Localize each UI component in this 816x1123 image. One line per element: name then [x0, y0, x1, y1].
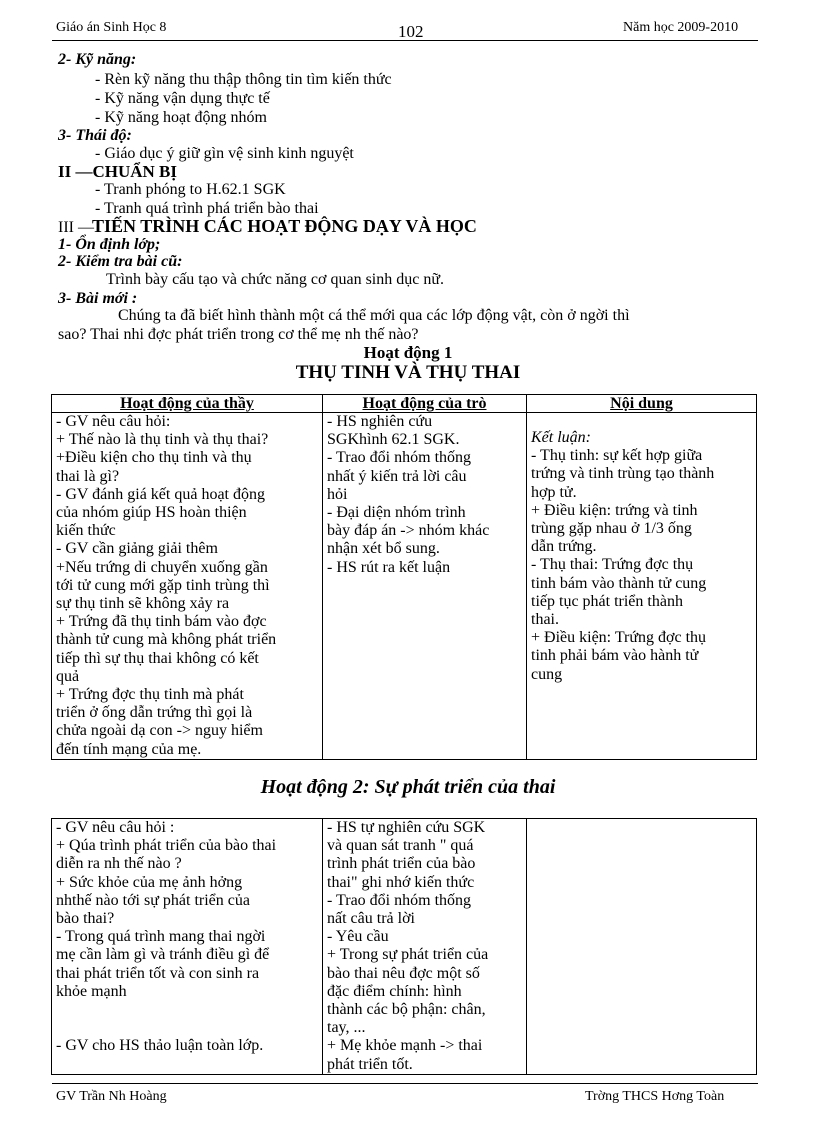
- activity2-table: [51, 818, 757, 1075]
- intro-line: Chúng ta đã biết hình thành một cá thể mới qua các lớp động vật, còn ở ngời thì: [118, 307, 630, 324]
- cell-text-line: đến tính mạng của mẹ.: [56, 740, 202, 758]
- new-lesson-heading: 3- Bài mới :: [58, 290, 138, 307]
- activity1-title: Hoạt động 1: [363, 343, 453, 362]
- cell-text-line: hợp tử.: [531, 483, 577, 501]
- cell-text-line: - Thụ thai: Trứng đợc thụ: [531, 556, 694, 574]
- cell-text-line: thai" ghi nhớ kiến thức: [327, 873, 475, 891]
- prep-item: - Tranh phóng to H.62.1 SGK: [95, 181, 286, 198]
- cell-text-line: nất câu trả lời: [327, 910, 415, 928]
- cell-text-line: [56, 1001, 318, 1019]
- cell-text-line: + Mẹ khỏe mạnh -> thai: [327, 1037, 483, 1055]
- cell-text-line: thai phát triển tốt và con sinh ra: [56, 964, 260, 982]
- cell-text-line: + Qúa trình phát triển của bào thai: [56, 837, 277, 855]
- cell-text-line: tiếp tục phát triển thành: [531, 592, 683, 610]
- page-number: 102: [398, 22, 424, 41]
- cell-text-line: thai là gì?: [56, 467, 120, 485]
- prep-item: - Tranh quá trình phá triển bào thai: [95, 200, 319, 217]
- prep-heading: II —CHUẨN BỊ: [58, 162, 178, 181]
- skill-item: - Kỹ năng hoạt động nhóm: [95, 109, 267, 126]
- cell-text-line: - HS nghiên cứu: [327, 413, 433, 430]
- column-header-student: Hoạt động của trò: [323, 395, 527, 413]
- cell-text-line: + Trứng đã thụ tinh bám vào đợc: [56, 613, 267, 631]
- conclusion-heading: Kết luận:: [531, 429, 591, 446]
- cell-text-line: kiến thức: [56, 522, 116, 540]
- cell-text-line: - Trao đổi nhóm thống: [327, 449, 472, 467]
- header-subject: Giáo án Sinh Học 8: [56, 20, 167, 35]
- cell-text-line: - Yêu cầu: [327, 928, 389, 946]
- cell-text-line: bào thai?: [56, 910, 115, 928]
- cell-text-line: cung: [531, 665, 563, 683]
- activity1-content-cell: [527, 413, 757, 760]
- cell-text-line: + Trứng đợc thụ tinh mà phát: [56, 686, 244, 704]
- footer-teacher: GV Trần Nh Hoàng: [56, 1089, 167, 1104]
- check-text: Trình bày cấu tạo và chức năng cơ quan sinh dục nữ.: [106, 271, 445, 288]
- activity2-content-cell: [527, 819, 757, 1075]
- column-header-content: Nội dung: [527, 395, 757, 413]
- cell-text-line: + Điều kiện: Trứng đợc thụ: [531, 629, 707, 647]
- cell-text-line: trình phát triển của bào: [327, 855, 476, 873]
- cell-text-line: bào thai nêu đợc một số: [327, 964, 480, 982]
- cell-text-line: +Điều kiện cho thụ tinh và thụ: [56, 449, 252, 467]
- cell-text-line: - Đại diện nhóm trình: [327, 504, 466, 522]
- header-school-year: Năm học 2009-2010: [623, 20, 739, 35]
- column-header-teacher: Hoạt động của thầy: [52, 395, 323, 413]
- activity1-teacher-cell: [52, 413, 323, 760]
- cell-text-line: nhất ý kiến trả lời câu: [327, 467, 467, 485]
- intro-line: sao? Thai nhi đợc phát triển trong cơ thể mẹ nh thế nào?: [58, 326, 419, 343]
- cell-text-line: trứng và tinh trùng tạo thành: [531, 465, 715, 483]
- cell-text-line: triển ở ống dẫn trứng thì gọi là: [56, 704, 253, 722]
- header-rule: [52, 40, 758, 41]
- cell-text-line: đặc điểm chính: hình: [327, 982, 462, 1000]
- skill-item: - Kỹ năng vận dụng thực tế: [95, 90, 270, 107]
- cell-text-line: + Sức khỏe của mẹ ảnh hởng: [56, 873, 243, 891]
- skill-item: - Rèn kỹ năng thu thập thông tin tìm kiến thức: [95, 71, 392, 88]
- cell-text-line: - Thụ tinh: sự kết hợp giữa: [531, 447, 703, 465]
- cell-text-line: - Trong quá trình mang thai ngời: [56, 928, 266, 946]
- cell-text-line: trùng gặp nhau ở 1/3 ống: [531, 520, 692, 538]
- activity2-teacher-cell: [52, 819, 323, 1075]
- cell-text-line: hỏi: [327, 485, 348, 503]
- cell-text-line: - HS tự nghiên cứu SGK: [327, 819, 486, 836]
- activity2-title: Hoạt động 2: Sự phát triển của thai: [260, 776, 556, 798]
- cell-text-line: quả: [56, 667, 80, 685]
- activity1-student-cell: [323, 413, 527, 760]
- cell-text-line: thành tử cung mà không phát triển: [56, 631, 277, 649]
- cell-text-line: tới tử cung mới gặp tinh trùng thì: [56, 576, 270, 594]
- cell-text-line: + Trong sự phát triển của: [327, 946, 489, 964]
- cell-text-line: - GV nêu câu hỏi:: [56, 413, 171, 430]
- cell-text-line: phát triển tốt.: [327, 1055, 413, 1073]
- cell-text-line: và quan sát tranh " quá: [327, 837, 474, 855]
- process-prefix: III —: [58, 219, 94, 236]
- cell-text-line: bày đáp án -> nhóm khác: [327, 522, 490, 540]
- cell-text-line: tinh bám vào thành tử cung: [531, 574, 707, 592]
- cell-text-line: SGKhình 62.1 SGK.: [327, 431, 460, 449]
- process-title: TIẾN TRÌNH CÁC HOẠT ĐỘNG DẠY VÀ HỌC: [92, 216, 477, 236]
- attitude-heading: 3- Thái độ:: [58, 127, 132, 144]
- cell-text-line: + Thế nào là thụ tinh và thụ thai?: [56, 431, 269, 449]
- activity1-table: [51, 394, 757, 760]
- cell-text-line: - GV nêu câu hỏi :: [56, 819, 175, 836]
- cell-text-line: dẫn trứng.: [531, 538, 597, 556]
- cell-text-line: +Nếu trứng di chuyển xuống gần: [56, 558, 268, 576]
- cell-text-line: sự thụ tinh sẽ không xảy ra: [56, 595, 230, 613]
- cell-text-line: - Trao đổi nhóm thống: [327, 891, 472, 909]
- cell-text-line: - GV cho HS thảo luận toàn lớp.: [56, 1037, 264, 1055]
- cell-text-line: khỏe mạnh: [56, 982, 127, 1000]
- cell-text-line: mẹ cần làm gì và tránh điều gì để: [56, 946, 270, 964]
- cell-text-line: diễn ra nh thế nào ?: [56, 855, 182, 873]
- attitude-item: - Giáo dục ý giữ gìn vệ sinh kinh nguyệt: [95, 145, 354, 162]
- cell-text-line: của nhóm giúp HS hoàn thiện: [56, 504, 247, 522]
- cell-text-line: thành các bộ phận: chân,: [327, 1001, 486, 1019]
- cell-text-line: - GV đánh giá kết quả hoạt động: [56, 485, 265, 503]
- skills-heading: 2- Kỹ năng:: [58, 51, 137, 68]
- footer-rule: [52, 1083, 758, 1084]
- activity1-subtitle: THỤ TINH VÀ THỤ THAI: [295, 362, 521, 383]
- cell-text-line: + Điều kiện: trứng và tinh: [531, 501, 698, 519]
- check-heading: 2- Kiểm tra bài cũ:: [58, 253, 183, 270]
- stable-heading: 1- Ổn định lớp;: [58, 236, 161, 253]
- cell-text-line: tiếp thì sự thụ thai không có kết: [56, 649, 259, 667]
- cell-text-line: - HS rút ra kết luận: [327, 558, 451, 576]
- cell-text-line: tay, ...: [327, 1019, 366, 1037]
- cell-text-line: tinh phải bám vào hành tử: [531, 647, 699, 665]
- cell-text-line: nhận xét bổ sung.: [327, 540, 440, 558]
- cell-text-line: thai.: [531, 611, 559, 629]
- footer-school: Trờng THCS Hơng Toàn: [585, 1089, 725, 1104]
- cell-text-line: nhthế nào tới sự phát triển của: [56, 891, 250, 909]
- cell-text-line: [56, 1019, 318, 1037]
- activity2-student-cell: [323, 819, 527, 1075]
- cell-text-line: - GV cần giảng giải thêm: [56, 540, 218, 558]
- cell-text-line: chửa ngoài dạ con -> nguy hiểm: [56, 722, 263, 740]
